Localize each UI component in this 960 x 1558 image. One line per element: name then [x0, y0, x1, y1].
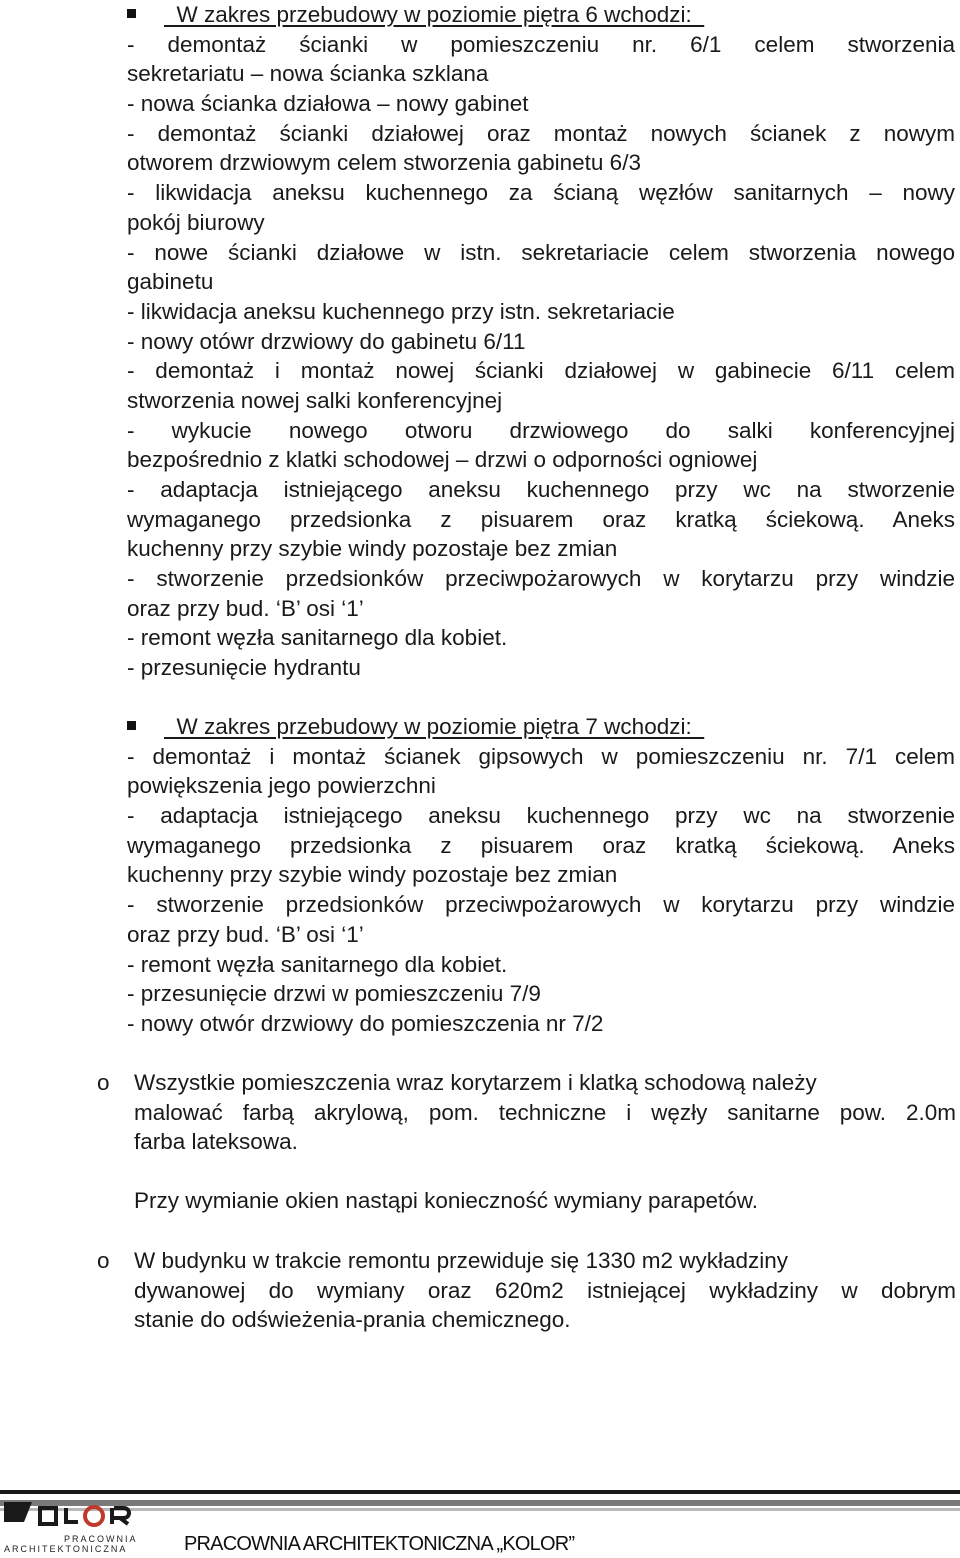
- list-item: - demontaż i montaż nowej ścianki działowej w gabinecie 6/11 celem: [127, 358, 955, 384]
- floor6-section: [127, 0, 955, 683]
- note-line: stanie do odświeżenia-prania chemicznego.: [134, 1307, 571, 1333]
- footer-rule-dark: [0, 1490, 960, 1494]
- list-item: - nowa ścianka działowa – nowy gabinet: [127, 91, 529, 117]
- list-item: - remont węzła sanitarnego dla kobiet.: [127, 625, 508, 651]
- list-item: - remont węzła sanitarnego dla kobiet.: [127, 951, 508, 977]
- note-line: farba lateksowa.: [134, 1129, 298, 1155]
- note-line: malować farbą akrylową, pom. techniczne i węzły sanitarne pow. 2.0m: [134, 1099, 956, 1125]
- list-item: - przesunięcie hydrantu: [127, 655, 361, 681]
- painting-note: [134, 1068, 956, 1157]
- floor7-heading-row: [127, 712, 955, 742]
- carpet-note: [134, 1246, 956, 1335]
- footer-company-name: PRACOWNIA ARCHITEKTONICZNA „KOLOR”: [184, 1533, 575, 1555]
- note-line: W budynku w trakcie remontu przewiduje się 1330 m2 wykładziny: [134, 1248, 789, 1273]
- circle-bullet-icon: o: [97, 1070, 110, 1095]
- list-item: oraz przy bud. ‘B’ osi ‘1’: [127, 921, 364, 947]
- list-item: - likwidacja aneksu kuchennego przy istn. sekretariacie: [127, 298, 675, 324]
- page-footer: [0, 1488, 960, 1558]
- list-item: pokój biurowy: [127, 209, 265, 235]
- list-item: - adaptacja istniejącego aneksu kuchennego przy wc na stworzenie: [127, 477, 955, 502]
- floor7-section: [127, 712, 955, 1039]
- list-item: - demontaż ścianki w pomieszczeniu nr. 6/1 celem stworzenia: [127, 31, 955, 57]
- windows-note: Przy wymianie okien nastąpi konieczność wymiany parapetów.: [134, 1188, 759, 1213]
- logo-subtitle-line2: ARCHITEKTONICZNA: [4, 1544, 128, 1554]
- list-item: - nowy otwór drzwiowy do pomieszczenia nr 7/2: [127, 1010, 604, 1036]
- list-item: - stworzenie przedsionków przeciwpożarowych w korytarzu przy windzie: [127, 892, 955, 918]
- list-item: powiększenia jego powierzchni: [127, 773, 436, 799]
- note-line: dywanowej do wymiany oraz 620m2 istniejącej wykładziny w dobrym: [134, 1277, 956, 1303]
- list-item: - wykucie nowego otworu drzwiowego do salki konferencyjnej: [127, 417, 955, 443]
- list-item: - adaptacja istniejącego aneksu kuchennego przy wc na stworzenie: [127, 803, 955, 829]
- square-bullet-icon: [127, 721, 136, 730]
- square-bullet-icon: [127, 9, 136, 18]
- list-item: gabinetu: [127, 269, 214, 295]
- list-item: oraz przy bud. ‘B’ osi ‘1’: [127, 595, 364, 621]
- logo-subtitle: [4, 1534, 138, 1554]
- list-item: - nowy otówr drzwiowy do gabinetu 6/11: [127, 328, 526, 354]
- list-item: wymaganego przedsionka z pisuarem oraz kratką ściekową. Aneks: [127, 832, 955, 858]
- logo-subtitle-line1: PRACOWNIA: [64, 1534, 138, 1544]
- list-item: - demontaż ścianki działowej oraz montaż nowych ścianek z nowym: [127, 120, 955, 146]
- floor6-heading-row: [127, 0, 955, 30]
- floor6-heading: W zakres przebudowy w poziomie piętra 6 wchodzi:: [164, 2, 705, 27]
- list-item: sekretariatu – nowa ścianka szklana: [127, 61, 489, 87]
- note-line: Wszystkie pomieszczenia wraz korytarzem i klatką schodową należy: [134, 1070, 817, 1095]
- list-item: otworem drzwiowym celem stworzenia gabinetu 6/3: [127, 150, 641, 176]
- floor7-list: [127, 742, 955, 1039]
- list-item: - demontaż i montaż ścianek gipsowych w pomieszczeniu nr. 7/1 celem: [127, 743, 955, 769]
- list-item: wymaganego przedsionka z pisuarem oraz kratką ściekową. Aneks: [127, 506, 955, 532]
- list-item: kuchenny przy szybie windy pozostaje bez zmian: [127, 862, 618, 888]
- list-item: stworzenia nowej salki konferencyjnej: [127, 387, 503, 413]
- list-item: - nowe ścianki działowe w istn. sekretariacie celem stworzenia nowego: [127, 239, 955, 265]
- circle-bullet-icon: o: [97, 1248, 110, 1273]
- list-item: - stworzenie przedsionków przeciwpożarowych w korytarzu przy windzie: [127, 566, 955, 592]
- floor6-list: [127, 30, 955, 683]
- list-item: bezpośrednio z klatki schodowej – drzwi o odporności ogniowej: [127, 447, 758, 473]
- list-item: - likwidacja aneksu kuchennego za ścianą węzłów sanitarnych – nowy: [127, 180, 955, 206]
- list-item: - przesunięcie drzwi w pomieszczeniu 7/9: [127, 981, 541, 1007]
- list-item: kuchenny przy szybie windy pozostaje bez zmian: [127, 536, 618, 562]
- floor7-heading: W zakres przebudowy w poziomie piętra 7 wchodzi:: [164, 714, 705, 739]
